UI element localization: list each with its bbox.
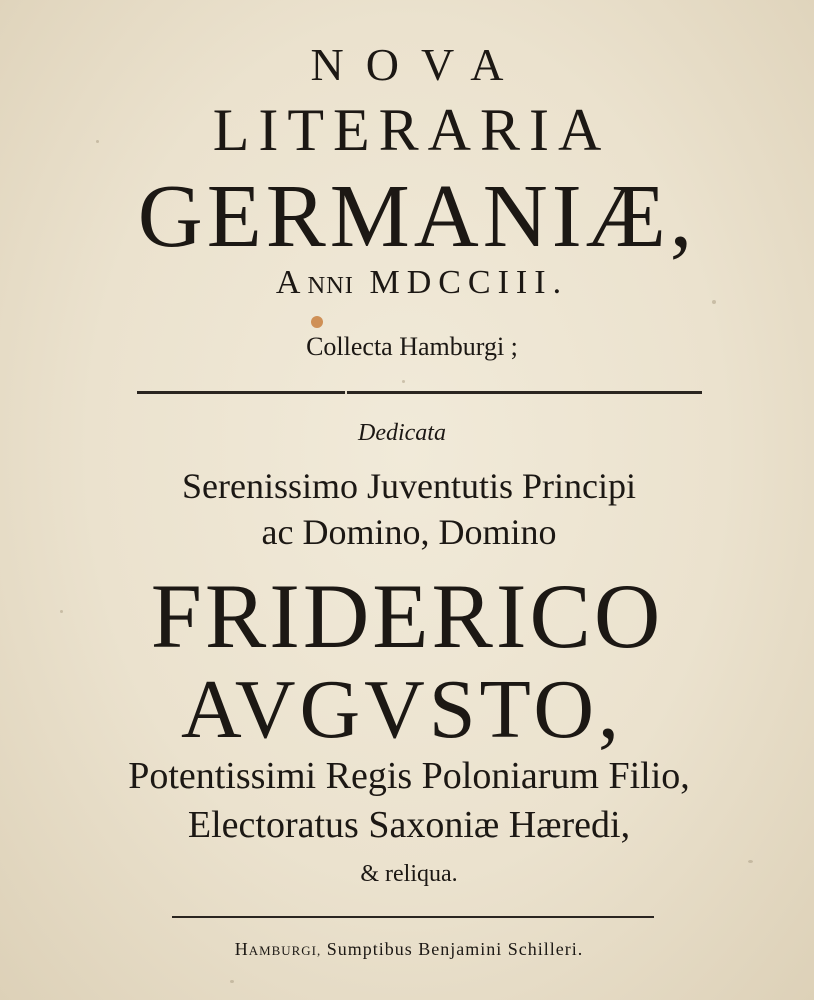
title-line-year	[15, 266, 814, 300]
paper-speck	[60, 610, 63, 613]
year-label-initial: A	[275, 264, 308, 301]
ink-stain	[311, 316, 323, 328]
collecta-line: Collecta Hamburgi ;	[306, 332, 518, 361]
dedicatee-line-5: & reliqua.	[360, 861, 458, 887]
year-numeral: MDCCIII.	[369, 264, 569, 301]
dedicatee-name-friderico: FRIDERICO	[150, 565, 664, 667]
dedicatee-line-4: Electoratus Saxoniæ Hæredi,	[187, 804, 631, 846]
divider-rule-top	[137, 391, 702, 394]
dedicatee-line-3: Potentissimi Regis Poloniarum Filio,	[128, 755, 690, 797]
dedicatee-line-1: Serenissimo Juventutis Principi	[182, 466, 636, 506]
paper-speck	[230, 980, 234, 983]
paper-speck	[712, 300, 716, 304]
title-line-germaniae: GERMANIÆ,	[137, 167, 697, 266]
paper-speck	[96, 140, 99, 143]
paper-speck	[748, 860, 753, 863]
title-line-literaria: LITERARIA	[212, 97, 611, 163]
imprint-publisher: Sumptibus Benjamini Schilleri.	[326, 939, 584, 959]
divider-rule-bottom	[172, 916, 654, 918]
paper-speck	[402, 380, 405, 383]
imprint-city-initial: H	[234, 939, 249, 959]
dedicatee-line-2: ac Domino, Domino	[261, 512, 557, 552]
imprint-city-rest: AMBURGI,	[248, 943, 322, 958]
divider-rule-gap	[345, 391, 347, 394]
dedicata-line: Dedicata	[358, 420, 446, 446]
title-line-nova: NOVA	[310, 39, 526, 90]
dedicatee-name-augusto: AVGVSTO,	[181, 663, 623, 756]
imprint-line	[2, 940, 814, 958]
year-label-rest: NNI	[307, 272, 354, 299]
